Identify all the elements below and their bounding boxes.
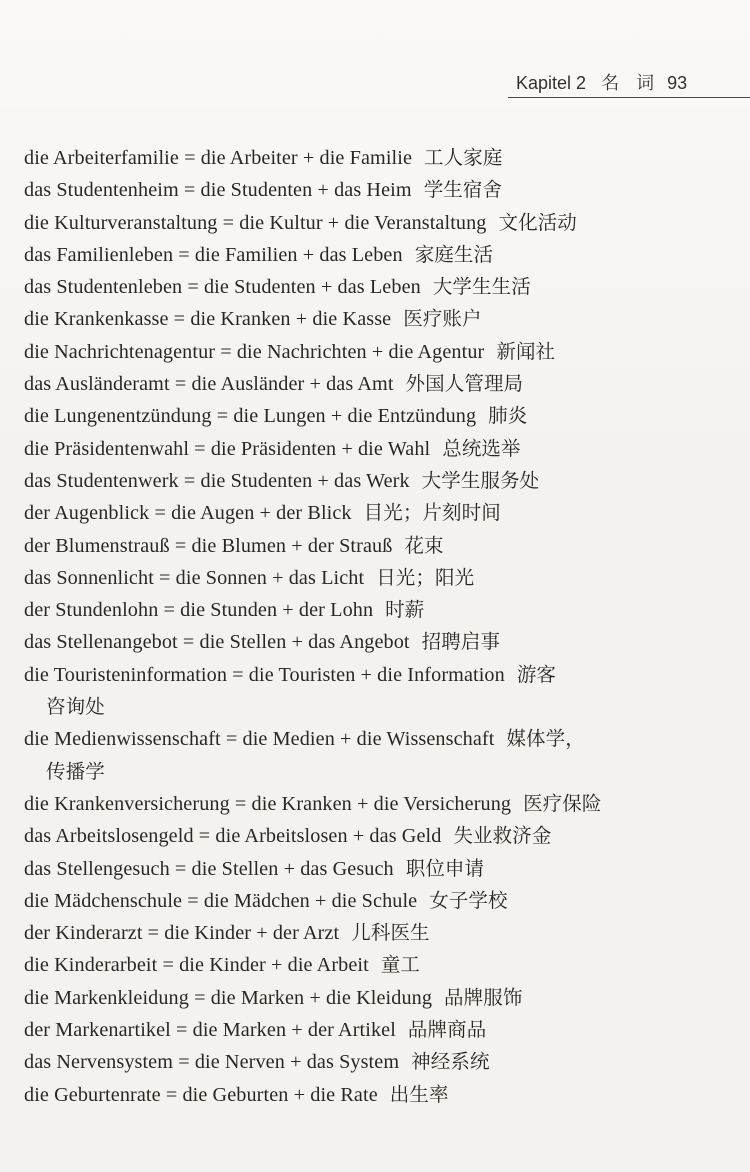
- german-compound: das Stellengesuch = die Stellen + das Gesuch: [24, 857, 394, 880]
- chinese-translation: 出生率: [389, 1082, 449, 1106]
- chinese-translation: 新闻社: [496, 339, 556, 363]
- vocab-entry: [24, 497, 728, 529]
- vocab-entry: [24, 626, 728, 658]
- vocab-entry: [24, 1079, 728, 1111]
- german-compound: die Präsidentenwahl = die Präsidenten + die Wahl: [24, 437, 431, 460]
- german-compound: der Kinderarzt = die Kinder + der Arzt: [24, 922, 340, 945]
- chinese-translation: 学生宿舍: [423, 178, 503, 202]
- vocabulary-list: [24, 142, 728, 1111]
- chinese-translation: 时薪: [385, 598, 425, 622]
- vocab-entry: [24, 174, 728, 206]
- german-compound: der Blumenstrauß = die Blumen + der Strauß: [24, 534, 393, 557]
- vocab-entry: [24, 659, 728, 724]
- german-compound: die Nachrichtenagentur = die Nachrichten + die Agentur: [24, 340, 485, 363]
- chinese-translation: 外国人管理局: [405, 372, 524, 396]
- german-compound: die Markenkleidung = die Marken + die Kleidung: [24, 986, 433, 1009]
- chinese-translation: 招聘启事: [421, 630, 501, 654]
- chinese-translation: 大学生生活: [432, 275, 531, 299]
- chinese-translation: 品牌商品: [407, 1018, 487, 1042]
- vocab-entry: [24, 239, 728, 271]
- german-compound: die Kinderarbeit = die Kinder + die Arbeit: [24, 954, 369, 977]
- german-compound: die Lungenentzündung = die Lungen + die Entzündung: [24, 405, 477, 428]
- chinese-translation: 文化活动: [498, 210, 577, 234]
- vocab-entry: [24, 820, 728, 852]
- vocab-entry: [24, 303, 728, 335]
- chinese-translation: 日光；阳光: [376, 565, 475, 589]
- vocab-entry: [24, 336, 728, 368]
- vocab-entry: [24, 207, 728, 239]
- chinese-translation: 童工: [380, 953, 421, 977]
- german-compound: die Geburtenrate = die Geburten + die Rate: [24, 1083, 378, 1106]
- vocab-entry: [24, 917, 728, 949]
- german-compound: das Studentenleben = die Studenten + das Leben: [24, 276, 421, 299]
- chinese-translation: 家庭生活: [414, 242, 494, 266]
- vocab-entry: [24, 142, 728, 174]
- german-compound: das Nervensystem = die Nerven + das System: [24, 1051, 400, 1074]
- vocab-entry: [24, 465, 728, 497]
- chinese-translation: 医疗保险: [523, 791, 602, 815]
- vocab-entry: [24, 530, 728, 562]
- vocab-entry: [24, 853, 728, 885]
- chinese-translation: 目光；片刻时间: [363, 501, 501, 525]
- vocab-entry: [24, 562, 728, 594]
- chinese-translation: 媒体学，: [506, 727, 585, 751]
- german-compound: das Studentenheim = die Studenten + das Heim: [24, 179, 412, 202]
- chapter-title: 名 词: [601, 73, 661, 93]
- chinese-translation: 品牌服饰: [444, 985, 523, 1009]
- german-compound: die Krankenkasse = die Kranken + die Kasse: [24, 308, 392, 331]
- vocab-entry: [24, 982, 728, 1014]
- page-number: 93: [667, 73, 688, 93]
- german-compound: die Touristeninformation = die Touristen + die Information: [24, 663, 505, 686]
- chinese-translation: 总统选举: [442, 436, 521, 460]
- german-compound: der Stundenlohn = die Stunden + der Lohn: [24, 599, 374, 622]
- chapter-label: Kapitel 2: [516, 73, 587, 93]
- vocab-entry: [24, 433, 728, 465]
- chinese-translation-continued: 咨询处: [46, 695, 105, 719]
- chinese-translation: 女子学校: [429, 888, 508, 912]
- vocab-entry: [24, 788, 728, 820]
- chinese-translation: 失业救济金: [453, 824, 552, 848]
- chinese-translation: 游客: [516, 662, 557, 686]
- chinese-translation: 职位申请: [405, 856, 485, 880]
- chinese-translation-continued: 传播学: [46, 759, 105, 783]
- german-compound: das Stellenangebot = die Stellen + das Angebot: [24, 631, 410, 654]
- german-compound: der Markenartikel = die Marken + der Artikel: [24, 1019, 396, 1042]
- vocab-entry: [24, 885, 728, 917]
- chinese-translation: 肺炎: [488, 404, 528, 428]
- chinese-translation: 大学生服务处: [421, 468, 540, 492]
- vocab-entry: [24, 723, 728, 788]
- german-compound: die Krankenversicherung = die Kranken + die Versicherung: [24, 792, 512, 815]
- chinese-translation: 神经系统: [411, 1050, 490, 1074]
- german-compound: der Augenblick = die Augen + der Blick: [24, 502, 352, 525]
- chinese-translation: 儿科医生: [351, 921, 430, 945]
- vocab-entry: [24, 949, 728, 981]
- vocab-entry: [24, 594, 728, 626]
- german-compound: das Sonnenlicht = die Sonnen + das Licht: [24, 566, 365, 589]
- vocab-entry: [24, 368, 728, 400]
- chinese-translation: 工人家庭: [424, 146, 503, 169]
- german-compound: die Arbeiterfamilie = die Arbeiter + die Familie: [24, 147, 413, 169]
- vocab-entry: [24, 400, 728, 432]
- chinese-translation: 医疗账户: [403, 307, 482, 331]
- german-compound: die Mädchenschule = die Mädchen + die Schule: [24, 889, 418, 912]
- german-compound: das Familienleben = die Familien + das Leben: [24, 243, 403, 266]
- vocab-entry: [24, 1046, 728, 1078]
- running-header: [508, 58, 750, 98]
- vocab-entry: [24, 1014, 728, 1046]
- german-compound: das Ausländeramt = die Ausländer + das Amt: [24, 373, 394, 396]
- german-compound: die Kulturveranstaltung = die Kultur + die Veranstaltung: [24, 211, 487, 234]
- vocab-entry: [24, 271, 728, 303]
- chinese-translation: 花束: [404, 533, 444, 557]
- german-compound: die Medienwissenschaft = die Medien + die Wissenschaft: [24, 728, 495, 751]
- german-compound: das Studentenwerk = die Studenten + das Werk: [24, 469, 410, 492]
- german-compound: das Arbeitslosengeld = die Arbeitslosen + das Geld: [24, 825, 442, 848]
